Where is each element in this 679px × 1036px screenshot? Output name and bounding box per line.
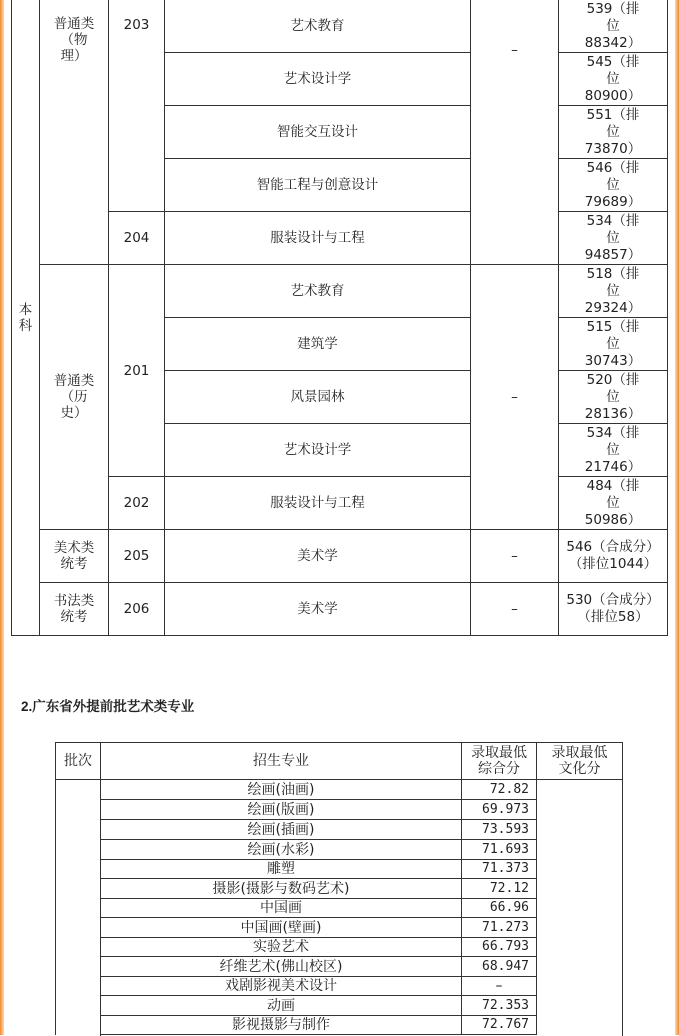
min-score-cell	[559, 265, 668, 318]
code-cell: 203	[109, 0, 165, 212]
major-cell: 美术学	[165, 530, 471, 583]
header-batch: 批次	[56, 743, 101, 780]
min-score-cell	[559, 530, 668, 583]
min-score: 520（排位28136）	[584, 371, 642, 422]
composite-score-cell: 72.82	[462, 780, 537, 800]
batch-cell	[56, 780, 101, 1036]
min-score: 545（排位80900）	[584, 53, 642, 104]
min-score-cell	[559, 0, 668, 53]
level-label: 本科	[18, 301, 33, 334]
code-cell: 202	[109, 477, 165, 530]
header-label: 录取最低综合分	[471, 745, 527, 777]
min-score: 484（排位50986）	[584, 477, 642, 528]
code-cell: 201	[109, 265, 165, 477]
group-cell-art	[40, 530, 109, 583]
min-score: 546（排位79689）	[584, 159, 642, 210]
group-cell-calligraphy	[40, 583, 109, 636]
major-cell: 建筑学	[165, 318, 471, 371]
major-cell: 影视摄影与制作	[101, 1016, 462, 1035]
major-cell: 服装设计与工程	[165, 212, 471, 265]
min-score-cell	[559, 371, 668, 424]
min-score-cell	[559, 424, 668, 477]
culture-score-cell: –	[471, 0, 559, 265]
major-cell: 实验艺术	[101, 938, 462, 957]
composite-score-cell: 71.693	[462, 840, 537, 860]
min-score-cell	[559, 159, 668, 212]
min-score-cell	[559, 212, 668, 265]
major-cell: 艺术设计学	[165, 53, 471, 106]
major-cell: 艺术教育	[165, 0, 471, 53]
major-cell: 戏剧影视美术设计	[101, 977, 462, 996]
code-cell: 204	[109, 212, 165, 265]
header-label: 录取最低文化分	[551, 745, 608, 777]
min-score-cell	[559, 53, 668, 106]
major-cell: 艺术教育	[165, 265, 471, 318]
code-cell: 206	[109, 583, 165, 636]
culture-score-cell: –	[471, 583, 559, 636]
min-score: 539（排位88342）	[584, 0, 642, 51]
major-cell: 智能交互设计	[165, 106, 471, 159]
major-cell: 绘画(版画)	[101, 800, 462, 820]
min-score-cell	[559, 477, 668, 530]
major-cell: 绘画(水彩)	[101, 840, 462, 860]
major-cell: 动画	[101, 996, 462, 1016]
group-label: 普通类（物理）	[53, 16, 95, 64]
section-heading: 2.广东省外提前批艺术类专业	[21, 699, 195, 714]
group-label: 美术类统考	[53, 540, 95, 572]
group-label: 书法类统考	[53, 593, 95, 625]
composite-score-cell: 71.373	[462, 860, 537, 879]
culture-score-cell: –	[471, 265, 559, 530]
major-cell: 服装设计与工程	[165, 477, 471, 530]
composite-score-cell: 68.947	[462, 957, 537, 977]
major-cell: 纤维艺术(佛山校区)	[101, 957, 462, 977]
min-score-cell	[559, 318, 668, 371]
code-cell: 205	[109, 530, 165, 583]
major-cell: 摄影(摄影与数码艺术)	[101, 879, 462, 899]
major-cell: 艺术设计学	[165, 424, 471, 477]
major-cell: 绘画(插画)	[101, 820, 462, 840]
min-score: 530（合成分）（排位58）	[566, 592, 660, 625]
culture-cell	[537, 780, 623, 1036]
min-score: 534（排位21746）	[584, 424, 642, 475]
min-score-cell	[559, 583, 668, 636]
min-score: 515（排位30743）	[584, 318, 642, 369]
min-score: 518（排位29324）	[584, 265, 642, 316]
major-cell: 中国画(壁画)	[101, 918, 462, 938]
composite-score-cell: 71.273	[462, 918, 537, 938]
composite-score-cell: 66.96	[462, 899, 537, 918]
major-cell: 中国画	[101, 899, 462, 918]
header-major: 招生专业	[101, 743, 462, 780]
group-label: 普通类（历史）	[53, 373, 95, 421]
min-score: 551（排位73870）	[584, 106, 642, 157]
major-cell: 风景园林	[165, 371, 471, 424]
composite-score-cell: 69.973	[462, 800, 537, 820]
composite-score-cell: 72.353	[462, 996, 537, 1016]
group-cell-history	[40, 265, 109, 530]
header-min-composite	[462, 743, 537, 780]
major-cell: 雕塑	[101, 860, 462, 879]
major-cell: 智能工程与创意设计	[165, 159, 471, 212]
min-score-cell	[559, 106, 668, 159]
composite-score-cell: –	[462, 977, 537, 996]
culture-score-cell: –	[471, 530, 559, 583]
composite-score-cell: 72.12	[462, 879, 537, 899]
group-cell-physics	[40, 0, 109, 265]
page-border-right	[675, 0, 679, 1035]
composite-score-cell: 73.593	[462, 820, 537, 840]
min-score: 546（合成分）（排位1044）	[566, 539, 660, 572]
major-cell: 美术学	[165, 583, 471, 636]
level-cell	[12, 0, 40, 636]
page-border-left	[0, 0, 4, 1035]
min-score: 534（排位94857）	[584, 212, 642, 263]
composite-score-cell: 72.767	[462, 1016, 537, 1035]
header-min-culture	[537, 743, 623, 780]
composite-score-cell: 66.793	[462, 938, 537, 957]
major-cell: 绘画(油画)	[101, 780, 462, 800]
